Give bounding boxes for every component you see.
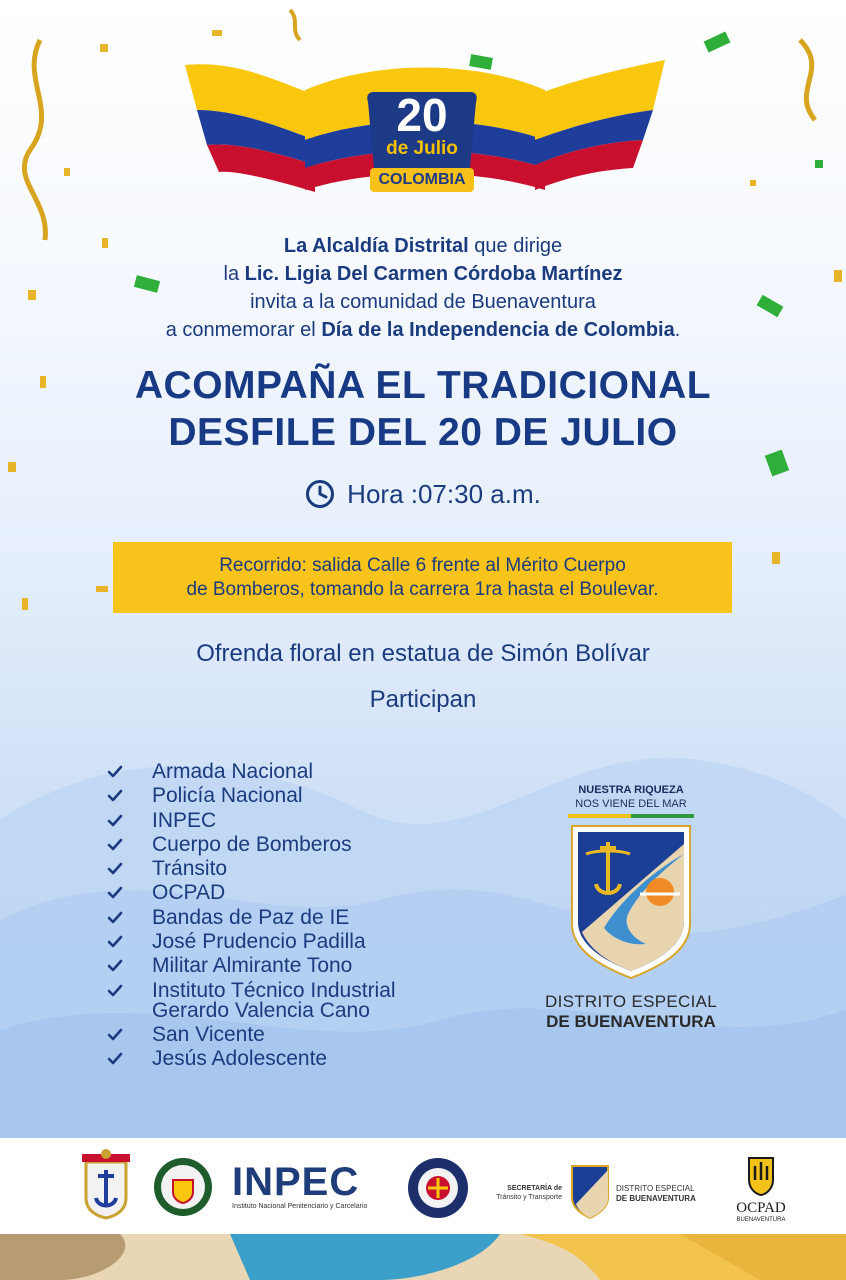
participant-item bbox=[106, 905, 486, 929]
intro-mayor-name: Lic. Ligia Del Carmen Córdoba Martínez bbox=[244, 263, 623, 285]
event-time bbox=[0, 476, 846, 518]
check-icon bbox=[106, 787, 124, 805]
intro-holiday: Día de la Independencia de Colombia bbox=[321, 319, 675, 341]
participant-name: José Prudencio Padilla bbox=[152, 930, 366, 954]
inpec-subtitle: Instituto Nacional Penitenciario y Carcelario bbox=[232, 1203, 368, 1210]
headline: ACOMPAÑA EL TRADICIONAL DESFILE DEL 20 DE JULIO bbox=[134, 364, 712, 454]
check-icon bbox=[106, 957, 124, 975]
check-icon bbox=[106, 982, 124, 1000]
check-icon bbox=[106, 763, 124, 781]
route-box bbox=[113, 542, 732, 613]
badge-number: 20 bbox=[396, 89, 448, 141]
time-label: Hora :07:30 a.m. bbox=[347, 479, 541, 509]
participant-name: Cuerpo de Bomberos bbox=[152, 832, 352, 856]
participant-name: Militar Almirante Tono bbox=[152, 954, 353, 978]
participant-item bbox=[106, 1049, 486, 1069]
crest-shield-icon bbox=[568, 814, 694, 980]
check-icon bbox=[106, 836, 124, 854]
participant-item bbox=[106, 808, 486, 832]
crest-name-1: DISTRITO ESPECIAL bbox=[545, 992, 717, 1011]
ofrenda-text: Ofrenda floral en estatua de Simón Bolívar bbox=[196, 640, 650, 667]
inpec-name: INPEC bbox=[232, 1160, 360, 1204]
ocpad-subtitle: BUENAVENTURA bbox=[736, 1217, 786, 1223]
check-icon bbox=[106, 1026, 124, 1044]
police-emblem-icon bbox=[152, 1156, 214, 1218]
badge-subtitle: de Julio bbox=[386, 138, 458, 159]
participant-item bbox=[106, 978, 486, 1022]
intro-organization: La Alcaldía Distrital bbox=[283, 235, 469, 257]
participant-name: Armada Nacional bbox=[152, 760, 314, 783]
check-icon bbox=[106, 909, 124, 927]
badge-country: COLOMBIA bbox=[370, 168, 474, 192]
check-icon bbox=[106, 1050, 124, 1068]
transit-logo bbox=[478, 1184, 562, 1202]
district-logo-text bbox=[616, 1184, 726, 1204]
participants-title: Participan bbox=[369, 686, 477, 713]
crest-motto-1: NUESTRA RIQUEZA bbox=[578, 784, 684, 796]
transit-line-1: SECRETARÍA de bbox=[507, 1185, 562, 1192]
bottom-decorative-strip bbox=[0, 1234, 846, 1280]
transit-line-2: Tránsito y Transporte bbox=[496, 1194, 562, 1201]
participant-name: Instituto Técnico Industrial bbox=[152, 978, 396, 1002]
district-small-2: DE BUENAVENTURA bbox=[616, 1194, 696, 1203]
participant-item bbox=[106, 859, 486, 879]
participant-item bbox=[106, 932, 486, 952]
check-icon bbox=[106, 884, 124, 902]
participant-name: Bandas de Paz de IE bbox=[152, 905, 350, 929]
clock-icon bbox=[305, 479, 335, 509]
check-icon bbox=[106, 812, 124, 830]
participant-name: San Vicente bbox=[152, 1022, 265, 1046]
participant-name-line-2: Gerardo Valencia Cano bbox=[152, 998, 370, 1022]
firefighters-emblem-icon bbox=[406, 1156, 470, 1220]
district-crest bbox=[540, 780, 750, 1040]
navy-emblem-icon bbox=[78, 1148, 134, 1220]
participant-item bbox=[106, 883, 486, 903]
route-line-1: Recorrido: salida Calle 6 frente al Mérito Cuerpo bbox=[219, 554, 626, 576]
intro-text: La Alcaldía Distrital que dirige la Lic. Ligia Del Carmen Córdoba Martínez invita a la comunidad de Buenaventura a conmemorar el Día de la Independencia de Colombia. bbox=[165, 235, 681, 341]
participant-item bbox=[106, 832, 486, 856]
inpec-logo bbox=[232, 1162, 384, 1212]
ocpad-hand-icon bbox=[743, 1150, 779, 1196]
participant-item bbox=[106, 786, 486, 806]
participant-item bbox=[106, 1022, 486, 1046]
ocpad-name: OCPAD bbox=[736, 1200, 786, 1216]
sponsor-logos bbox=[0, 1138, 846, 1234]
participant-name: Policía Nacional bbox=[152, 784, 303, 808]
district-small-1: DISTRITO ESPECIAL bbox=[616, 1184, 695, 1193]
participants-list bbox=[106, 762, 486, 1074]
participant-item bbox=[106, 956, 486, 976]
ocpad-logo bbox=[728, 1150, 794, 1224]
participant-name: INPEC bbox=[152, 808, 217, 832]
route-line-2: de Bomberos, tomando la carrera 1ra hasta el Boulevar. bbox=[186, 578, 659, 600]
participant-name: Tránsito bbox=[152, 857, 228, 881]
check-icon bbox=[106, 933, 124, 951]
district-shield-small-icon bbox=[570, 1158, 610, 1220]
participant-name: OCPAD bbox=[152, 881, 226, 905]
check-icon bbox=[106, 860, 124, 878]
date-badge bbox=[360, 88, 484, 194]
crest-motto-2: NOS VIENE DEL MAR bbox=[575, 798, 687, 810]
crest-name-2: DE BUENAVENTURA bbox=[546, 1012, 716, 1031]
participant-name: Jesús Adolescente bbox=[152, 1047, 328, 1071]
participant-item bbox=[106, 762, 486, 782]
